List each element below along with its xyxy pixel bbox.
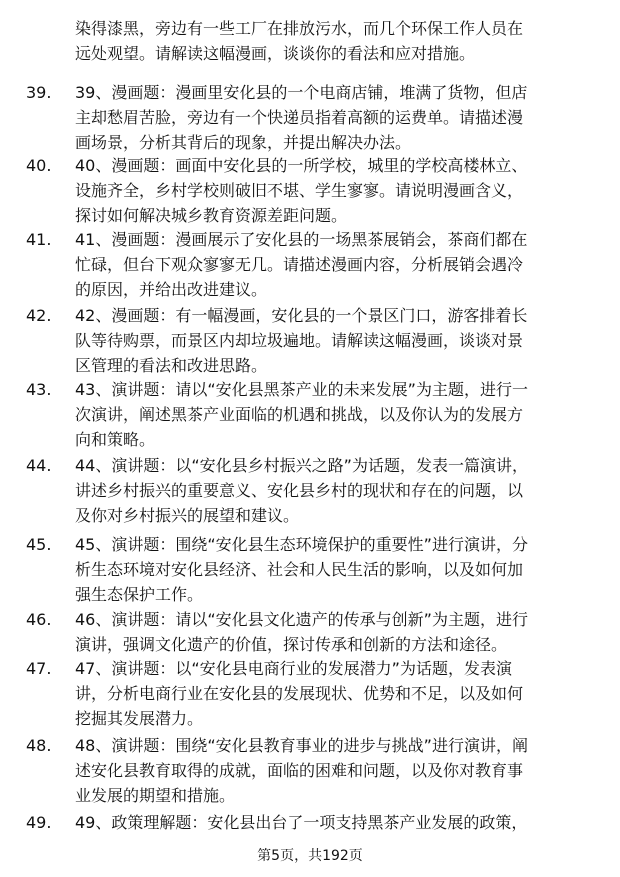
list-number: 44. — [26, 456, 52, 475]
text-line: 42、漫画题：有一幅漫画，安化县的一个景区门口，游客排着长 — [75, 306, 528, 325]
question-text — [75, 733, 585, 808]
continuation-text — [75, 16, 585, 66]
text-line: 45、演讲题：围绕“安化县生态环境保护的重要性”进行演讲，分 — [75, 535, 528, 554]
text-line: 业发展的期望和措施。 — [75, 786, 236, 805]
text-line: 探讨如何解决城乡教育资源差距问题。 — [75, 206, 348, 225]
text-line: 远处观望。请解读这幅漫画，谈谈你的看法和应对措施。 — [75, 44, 476, 63]
question-text — [75, 532, 585, 607]
text-line: 忙碌，但台下观众寥寥无几。请描述漫画内容，分析展销会遇冷 — [75, 255, 524, 274]
text-line: 区管理的看法和改进思路。 — [75, 356, 268, 375]
text-line: 讲述乡村振兴的重要意义、安化县乡村的现状和存在的问题，以 — [75, 481, 524, 500]
list-number: 46. — [26, 610, 52, 629]
question-text — [75, 227, 585, 302]
text-line: 演讲，强调文化遗产的价值，探讨传承和创新的方法和途径。 — [75, 635, 508, 654]
text-line: 40、漫画题：画面中安化县的一所学校，城里的学校高楼林立、 — [75, 156, 528, 175]
question-text — [75, 810, 585, 835]
list-number: 45. — [26, 535, 52, 554]
list-number: 49. — [26, 813, 52, 832]
text-line: 设施齐全，乡村学校则破旧不堪、学生寥寥。请说明漫画含义， — [75, 181, 524, 200]
list-number: 40. — [26, 156, 52, 175]
text-line: 47、演讲题：以“安化县电商行业的发展潜力”为话题，发表演 — [75, 659, 512, 678]
question-text — [75, 303, 585, 378]
text-line: 39、漫画题：漫画里安化县的一个电商店铺，堆满了货物，但店 — [75, 83, 528, 102]
question-text — [75, 453, 585, 528]
text-line: 的原因，并给出改进建议。 — [75, 280, 268, 299]
text-line: 画场景，分析其背后的现象，并提出解决办法。 — [75, 133, 412, 152]
text-line: 及你对乡村振兴的展望和建议。 — [75, 506, 300, 525]
text-line: 向和策略。 — [75, 430, 156, 449]
text-line: 43、演讲题：请以“安化县黑茶产业的未来发展”为主题，进行一 — [75, 380, 528, 399]
list-number: 41. — [26, 230, 52, 249]
page-number-footer: 第5页，共192页 — [257, 848, 363, 864]
list-number: 43. — [26, 380, 52, 399]
text-line: 述安化县教育取得的成就，面临的困难和问题，以及你对教育事 — [75, 761, 524, 780]
text-line: 染得漆黑，旁边有一些工厂在排放污水，而几个环保工作人员在 — [75, 19, 524, 38]
question-text — [75, 153, 585, 228]
list-number: 47. — [26, 659, 52, 678]
text-line: 48、演讲题：围绕“安化县教育事业的进步与挑战”进行演讲，阐 — [75, 736, 528, 755]
text-line: 挖掘其发展潜力。 — [75, 709, 204, 728]
text-line: 主却愁眉苦脸，旁边有一个快递员指着高额的运费单。请描述漫 — [75, 108, 524, 127]
text-line: 讲，分析电商行业在安化县的发展现状、优势和不足，以及如何 — [75, 684, 524, 703]
text-line: 46、演讲题：请以“安化县文化遗产的传承与创新”为主题，进行 — [75, 610, 528, 629]
text-line: 队等待购票，而景区内却垃圾遍地。请解读这幅漫画，谈谈对景 — [75, 331, 524, 350]
question-text — [75, 607, 585, 657]
text-line: 次演讲，阐述黑茶产业面临的机遇和挑战，以及你认为的发展方 — [75, 405, 524, 424]
question-text — [75, 80, 585, 155]
list-number: 39. — [26, 83, 52, 102]
text-line: 44、演讲题：以“安化县乡村振兴之路”为话题，发表一篇演讲， — [75, 456, 528, 475]
text-line: 49、政策理解题：安化县出台了一项支持黑茶产业发展的政策， — [75, 813, 528, 832]
text-line: 41、漫画题：漫画展示了安化县的一场黑茶展销会，茶商们都在 — [75, 230, 528, 249]
list-number: 42. — [26, 306, 52, 325]
question-text — [75, 656, 585, 731]
list-number: 48. — [26, 736, 52, 755]
text-line: 析生态环境对安化县经济、社会和人民生活的影响，以及如何加 — [75, 560, 524, 579]
text-line: 强生态保护工作。 — [75, 585, 204, 604]
question-text — [75, 377, 585, 452]
